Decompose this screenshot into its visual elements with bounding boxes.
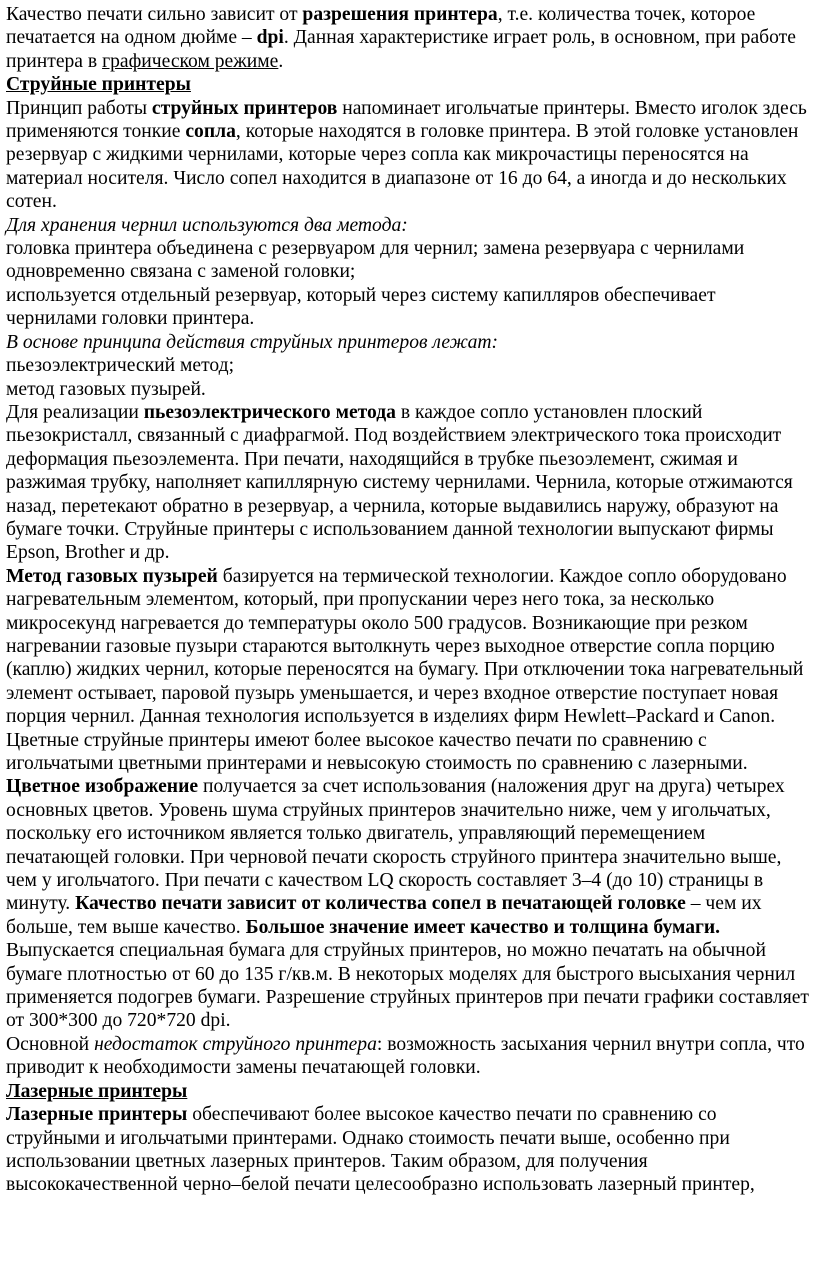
paragraph-bubble-method — [6, 565, 810, 729]
principle-item-2: метод газовых пузырей. — [6, 378, 206, 400]
text: обеспечивают более высокое качество печати по сравнению со струйными и игольчатыми принтерами. Однако стоимость печати выше, особенно при использовании цветных лазерных принтеров. Таким образом, для получения высококачественной черно–белой печати целесообразно использовать лазерный принтер, — [6, 1104, 755, 1196]
bold-term-nozzles: сопла — [185, 121, 236, 143]
text: , т.е. количества точек, которое печатается на одном дюйме – — [6, 4, 756, 49]
bold-term-printer-resolution: разрешения принтера — [302, 4, 498, 25]
heading-laser-printers: Лазерные принтеры — [6, 1080, 188, 1102]
text: Выпускается специальная бумага для струйных принтеров, но можно печатать на обычной бумаге плотностью от 60 до 135 г/кв.м. В некоторых моделях для быстрого высыхания чернил применяется подогрев бумаги. Разрешение струйных принтеров при печати графики составляет от 300*300 до 720*720 dpi. — [6, 940, 809, 1032]
text: получается за счет использования (наложения друг на друга) четырех основных цветов. Уровень шума струйных принтеров значительно ниже, чем у игольчатых, поскольку его источником является только двигатель, управляющий перемещением печатающей головки. При черновой печати скорость струйного принтера значительно выше, чем у игольчатого. При печати с качеством LQ скорость составляет 3–4 (до 10) страницы в минуту. — [6, 776, 785, 915]
underlined-term-graphic-mode: графическом режиме — [102, 50, 279, 72]
bold-term-inkjet-printers: струйных принтеров — [151, 97, 338, 119]
bold-term-laser-printers: Лазерные принтеры — [6, 1104, 188, 1126]
paragraph-inkjet-drawback — [6, 1033, 810, 1080]
bold-term-paper-quality: Большое значение имеет качество и толщина бумаги. — [245, 916, 721, 938]
text: базируется на термической технологии. Каждое сопло оборудовано нагревательным элементом, который, при пропускании через него тока, за несколько микросекунд нагревается до температуры около 500 градусов. Возникающие при резком нагревании газовые пузыри стараются вытолкнуть через выходное отверстие сопла порцию (каплю) жидких чернил, которые переносятся на бумагу. При отключении тока нагревательный элемент остывает, паровой пузырь уменьшается, и через входное отверстие поступает новая порция чернил. Данная технология используется в изделиях фирм Hewlett–Packard и Canon. — [6, 565, 804, 728]
principle-item-1: пьезоэлектрический метод; — [6, 355, 235, 377]
italic-term-drawback: недостаток струйного принтера — [94, 1033, 377, 1055]
text: Цветные струйные принтеры имеют более высокое качество печати по сравнению с игольчатыми цветными принтерами и невысокую стоимость по сравнению с лазерными. — [6, 729, 748, 774]
text: . — [278, 50, 284, 72]
paragraph-laser-printers — [6, 1103, 810, 1197]
italic-text: Для хранения чернил используются два метода: — [6, 214, 408, 236]
paragraph-color-inkjet — [6, 729, 810, 1033]
bold-term-bubble-method: Метод газовых пузырей — [6, 565, 218, 587]
storage-method-2: используется отдельный резервуар, который через систему капилляров обеспечивает чернилами головки принтера. — [6, 284, 716, 330]
text: в каждое сопло установлен плоский пьезокристалл, связанный с диафрагмой. Под воздействием электрического тока происходит деформация пьезоэлемента. При печати, находящийся в трубке пьезоэлемент, сжимая и разжимая трубку, наполняет капиллярную систему чернилами. Чернила, которые отжимаются назад, перетекают обратно в резервуар, а чернила, которые выдавились наружу, образуют на бумаге точки. Струйные принтеры с использованием данной технологии выпускают фирмы Epson, Brother и др. — [6, 401, 793, 564]
paragraph-piezo-method — [6, 401, 810, 565]
storage-method-1: головка принтера объединена с резервуаром для чернил; замена резервуара с чернилами одновременно связана с заменой головки; — [6, 238, 745, 283]
heading-inkjet-printers: Струйные принтеры — [6, 74, 191, 96]
text: Качество печати сильно зависит от — [6, 4, 303, 25]
text: – чем их больше, тем выше качество. — [6, 893, 762, 938]
text: Основной — [6, 1033, 95, 1055]
text: напоминает игольчатые принтеры. Вместо иголок здесь применяются тонкие — [6, 97, 807, 143]
bold-term-color-image: Цветное изображение — [6, 776, 199, 798]
paragraph-resolution — [6, 3, 810, 73]
text: : возможность засыхания чернил внутри сопла, что приводит к необходимости замены печатающей головки. — [6, 1033, 805, 1079]
italic-text: В основе принципа действия струйных принтеров лежат: — [6, 331, 499, 353]
principle-intro — [6, 331, 810, 354]
storage-methods-intro — [6, 214, 810, 237]
bold-term-piezo-method: пьезоэлектрического метода — [143, 401, 396, 423]
text: , которые находятся в головке принтера. В этой головке установлен резервуар с жидкими чернилами, которые через сопла как микрочастицы переносятся на материал носителя. Число сопел находится в диапазоне от 16 до 64, а иногда и до нескольких сотен. — [6, 121, 799, 213]
text: Принцип работы — [6, 97, 152, 119]
bold-term-dpi: dpi — [256, 27, 284, 49]
bold-term-print-quality: Качество печати зависит от количества сопел в печатающей головке — [75, 893, 686, 915]
text: . Данная характеристике играет роль, в основном, при работе принтера в — [6, 27, 796, 72]
paragraph-inkjet-principle — [6, 97, 810, 214]
text: Для реализации — [6, 401, 144, 423]
